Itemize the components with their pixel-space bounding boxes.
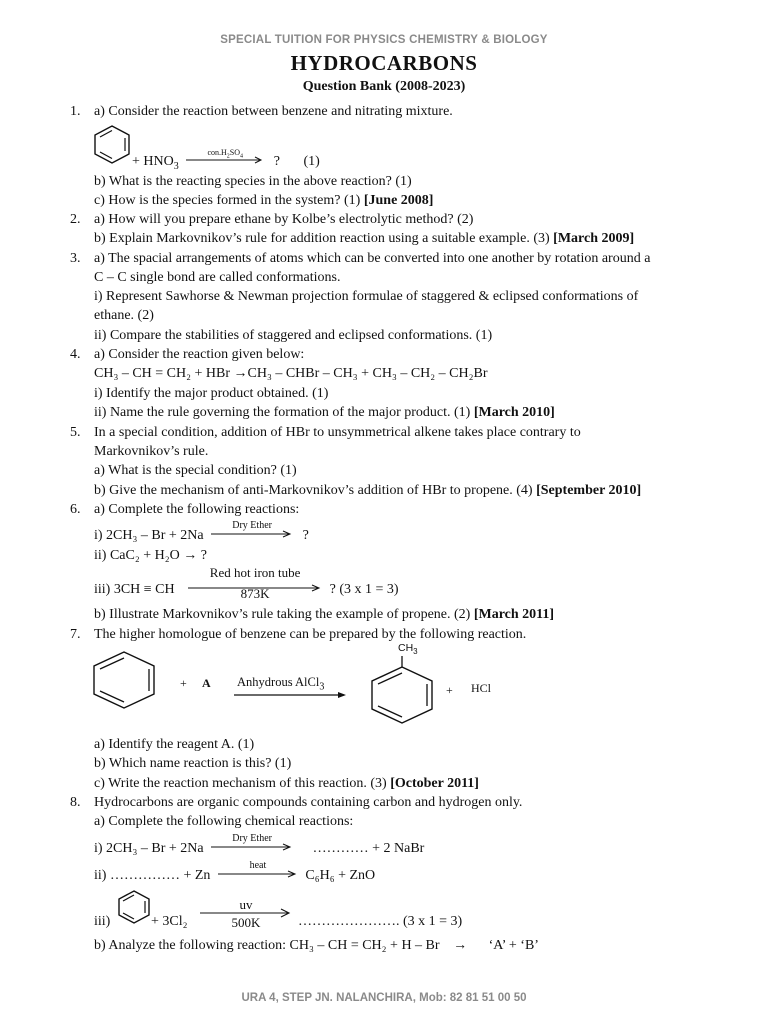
benzene-ring-icon xyxy=(116,889,152,925)
question-number-6: 6. xyxy=(70,502,81,517)
q5-line1: In a special condition, addition of HBr to unsymmetrical alkene takes place contrary to xyxy=(94,425,581,440)
q3-part-i-line1: i) Represent Sawhorse & Newman projection formulae of staggered & eclipsed conformations of xyxy=(94,289,639,304)
q8-iii-condition-top: uv xyxy=(239,897,253,912)
q7-part-c: c) Write the reaction mechanism of this reaction. (3) [October 2011] xyxy=(94,776,479,791)
q3-part-a-line1: a) The spacial arrangements of atoms which can be converted into one another by rotation around a xyxy=(94,251,651,266)
q8-b-arrow: → xyxy=(453,938,468,953)
q6-part-b: b) Illustrate Markovnikov’s rule taking the example of propene. (2) [March 2011] xyxy=(94,607,555,622)
q5-part-b: b) Give the mechanism of anti-Markovnikov’s addition of HBr to propene. (4) [September 2010] xyxy=(94,483,642,498)
q8-iii-reagent: + 3Cl₂ xyxy=(151,914,188,929)
q1-exam-tag: [June 2008] xyxy=(363,193,434,208)
toluene-ring-icon xyxy=(370,656,434,724)
q7-byproduct: HCl xyxy=(471,681,492,695)
q1-reagent-sub: 3 xyxy=(173,160,179,172)
page-subtitle: Question Bank (2008-2023) xyxy=(302,79,466,94)
q2-part-b: b) Explain Markovnikov’s rule for addition reaction using a suitable example. (3) [March 2009] xyxy=(94,231,635,246)
q2-exam-tag: [March 2009] xyxy=(553,231,635,246)
q7-methyl-group: $CH_3$ xyxy=(398,642,418,657)
q7-plus-1: + xyxy=(180,676,187,690)
q2-part-a: a) How will you prepare ethane by Kolbe’s electrolytic method? (2) xyxy=(94,212,474,227)
q4-exam-tag: [March 2010] xyxy=(473,405,555,420)
q8-ii-arrow xyxy=(218,860,298,884)
q7-plus-2: + xyxy=(446,683,453,697)
q4-part-ii: ii) Name the rule governing the formation of the major product. (1) [March 2010] xyxy=(94,405,555,420)
q8-iii-product: …………………. (3 x 1 = 3) xyxy=(298,914,463,929)
q6-reaction-ii: ii) CaC₂ + H₂O → ? xyxy=(94,548,207,563)
q8-part-b: b) Analyze the following reaction: CH₃ – CH = CH₂ + H – Br → ‘A’ + ‘B’ xyxy=(94,938,539,953)
benzene-ring-icon xyxy=(92,124,132,164)
q7-catalyst: Anhydrous AlCl$_3$ xyxy=(237,675,325,693)
q8-reaction-iii-label: iii) xyxy=(94,914,111,929)
q3-part-i-line2: ethane. (2) xyxy=(94,308,154,323)
q1-equation xyxy=(132,148,320,172)
q7-reagent-a: A xyxy=(202,676,211,690)
institute-header: SPECIAL TUITION FOR PHYSICS CHEMISTRY & BIOLOGY xyxy=(220,34,548,46)
q1-reaction-arrow xyxy=(186,148,264,170)
q6-i-arrow xyxy=(211,520,293,544)
q3-part-a-line2: C – C single bond are called conformations. xyxy=(94,270,341,285)
q8-i-condition: Dry Ether xyxy=(232,833,272,845)
footer-address: URA 4, STEP JN. NALANCHIRA, Mob: 82 81 51 00 50 xyxy=(241,992,527,1004)
q8-iii-condition-bottom: 500K xyxy=(231,915,261,930)
q6-reaction-iii: iii) 3CH ≡ CH Red hot iron tube 873K ? (3 x 1 = 3) xyxy=(94,565,399,602)
q6-iii-condition-top: Red hot iron tube xyxy=(209,565,301,581)
q8-b-products: ‘A’ + ‘B’ xyxy=(488,938,539,953)
q7-part-b: b) Which name reaction is this? (1) xyxy=(94,756,292,771)
q5-part-a: a) What is the special condition? (1) xyxy=(94,463,297,478)
q1-catalyst-label: $con.H_2SO_4$ xyxy=(207,148,244,160)
q1-product: ? xyxy=(273,154,280,169)
q1-part-b: b) What is the reacting species in the above reaction? (1) xyxy=(94,174,412,189)
q5-exam-tag: [September 2010] xyxy=(536,483,642,498)
question-number-4: 4. xyxy=(70,347,81,362)
q6-iii-arrow xyxy=(188,565,322,602)
benzene-ring-icon xyxy=(92,651,156,709)
q4-equation: CH₃ – CH = CH₂ + HBr →CH₃ – CHBr – CH₃ + CH₃ – CH₂ – CH₂Br xyxy=(94,366,488,381)
q4-part-i: i) Identify the major product obtained. (1) xyxy=(94,386,329,401)
q8-ii-condition: heat xyxy=(249,860,267,872)
q6-i-condition: Dry Ether xyxy=(232,520,272,532)
q6-exam-tag: [March 2011] xyxy=(473,607,555,622)
q8-reaction-i: i) 2CH₃ – Br + 2Na Dry Ether ………… + 2 NaBr xyxy=(94,840,424,857)
q7-part-a: a) Identify the reagent A. (1) xyxy=(94,737,255,752)
q8-part-a: a) Complete the following chemical reactions: xyxy=(94,814,354,829)
q7-exam-tag: [October 2011] xyxy=(390,776,479,791)
q6-reaction-i: i) 2CH₃ – Br + 2Na Dry Ether ? xyxy=(94,527,309,544)
q3-part-ii: ii) Compare the stabilities of staggered and eclipsed conformations. (1) xyxy=(94,328,493,343)
q6-iii-condition-bottom: 873K xyxy=(240,586,270,602)
question-number-3: 3. xyxy=(70,251,81,266)
question-number-7: 7. xyxy=(70,627,81,642)
q1-part-a: a) Consider the reaction between benzene and nitrating mixture. xyxy=(94,104,453,119)
page-title: HYDROCARBONS xyxy=(290,51,478,75)
q1-reagent: + HNO xyxy=(132,154,174,169)
q1-part-c: c) How is the species formed in the system? (1) [June 2008] xyxy=(94,193,434,208)
question-number-1: 1. xyxy=(70,104,81,119)
q4-part-a: a) Consider the reaction given below: xyxy=(94,347,305,362)
question-number-8: 8. xyxy=(70,795,81,810)
q8-i-arrow xyxy=(211,833,293,857)
q8-line1: Hydrocarbons are organic compounds containing carbon and hydrogen only. xyxy=(94,795,523,810)
question-number-2: 2. xyxy=(70,212,81,227)
q6-part-a: a) Complete the following reactions: xyxy=(94,502,300,517)
q8-reaction-ii: ii) …………… + Zn heat C₆H₆ + ZnO xyxy=(94,867,375,884)
q7-reaction-arrow xyxy=(234,691,348,699)
question-number-5: 5. xyxy=(70,425,81,440)
q7-line1: The higher homologue of benzene can be prepared by the following reaction. xyxy=(94,627,527,642)
q1-marks: (1) xyxy=(303,154,320,169)
q5-line2: Markovnikov’s rule. xyxy=(94,444,209,459)
